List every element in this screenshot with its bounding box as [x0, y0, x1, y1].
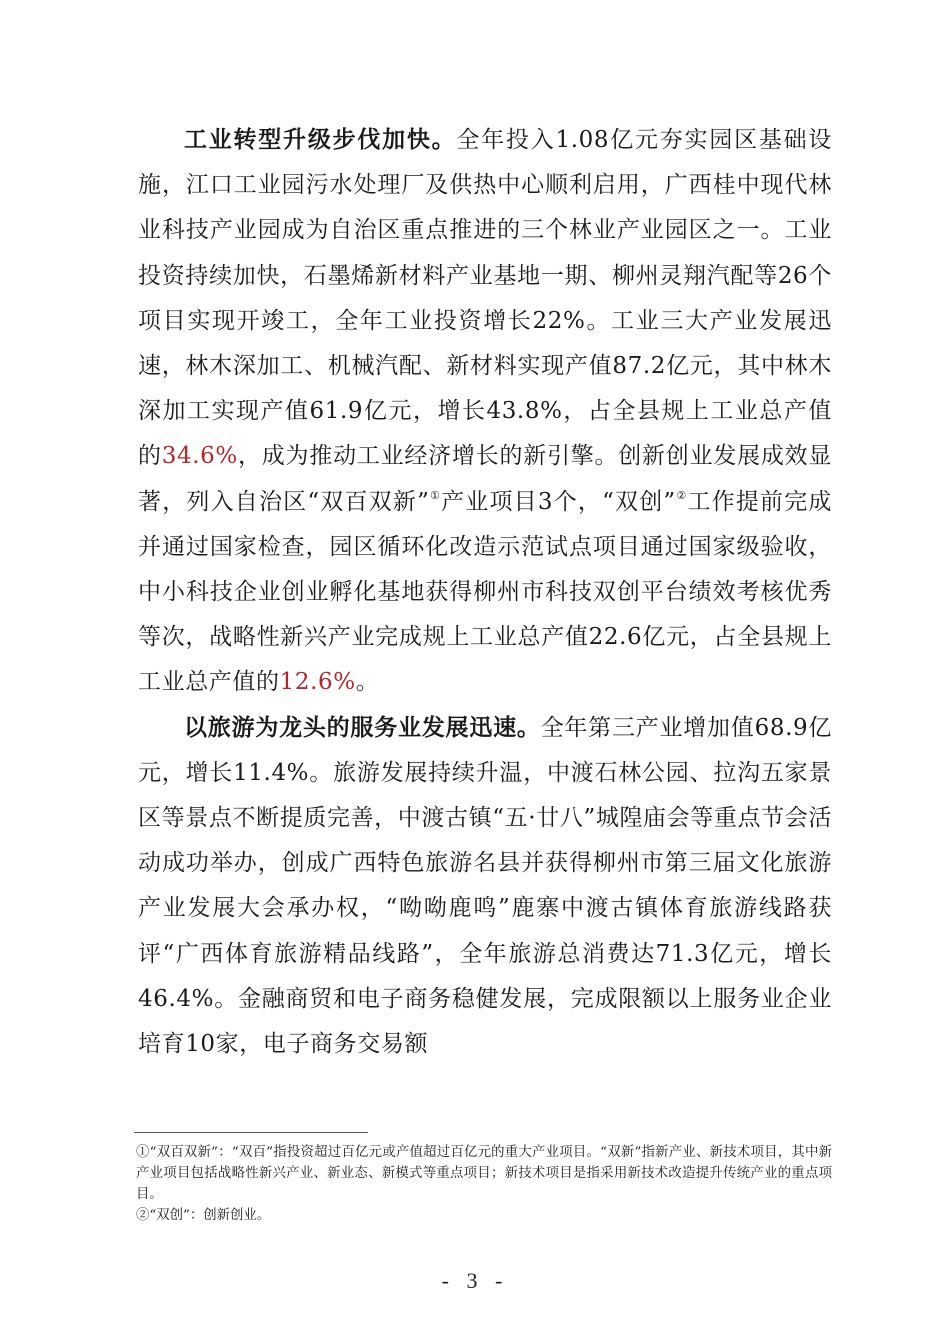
footnote-2: ②“双创”：创新创业。	[136, 1208, 271, 1223]
paragraph-text: 产业项目3个，“双创”	[441, 488, 676, 515]
highlighted-value: 34.6%	[161, 443, 238, 470]
footnote-divider	[134, 1132, 368, 1133]
footnote-ref-2[interactable]: ②	[675, 488, 688, 502]
paragraph-text: 全年第三产业增加值68.9亿元，增长11.4%。旅游发展持续升温，中渡石林公园、拉沟五家景区等景点不断提质完善，中渡古镇“五·廿八”城隍庙会等重点节会活动成功举办，创成广西特色旅游名县并获得柳州市第三届文化旅游产业发展大会承办权，“呦呦鹿鸣”鹿寨中渡古镇体育旅游线路获评“广西体育旅游精品线路”，全年旅游总消费达71.3亿元，增长46.4%。金融商贸和电子商务稳健发展，完成限额以上服务业企业培育10家，电子商务交易额	[138, 714, 832, 1058]
paragraph-industry	[138, 118, 832, 706]
footnote-1: ①“双百双新”：“双百”指投资超过百亿元或产值超过百亿元的重大产业项目。“双新”指新产业、新技术项目，其中新产业项目包括战略性新兴产业、新业态、新模式等重点项目；新技术项目是指采用新技术改造提升传统产业的重点项目。	[136, 1145, 832, 1202]
paragraph-text: ，成为推动工业经济增长的新引擎。创新创业发展成效显著，列入自治区“双百双新”	[138, 443, 833, 515]
body-text	[138, 118, 832, 1067]
paragraph-heading: 工业转型升级步伐加快。	[184, 127, 457, 153]
paragraph-text: 工作提前完成并通过国家检查，园区循环化改造示范试点项目通过国家级验收，中小科技企业创业孵化基地获得柳州市科技双创平台绩效考核优秀等次，战略性新兴产业完成规上工业总产值22.6亿元，占全县规上工业总产值的	[138, 488, 833, 696]
paragraph-heading: 以旅游为龙头的服务业发展迅速。	[184, 714, 541, 741]
page-number: - 3 -	[441, 1268, 509, 1293]
paragraph-tourism	[138, 706, 832, 1068]
footnotes	[136, 1142, 832, 1226]
footnote-ref-1[interactable]: ①	[429, 488, 442, 502]
paragraph-text: 。	[355, 669, 380, 696]
paragraph-text: 全年投入1.08亿元夯实园区基础设施，江口工业园污水处理厂及供热中心顺利启用，广西桂中现代林业科技产业园成为自治区重点推进的三个林业产业园区之一。工业投资持续加快，石墨烯新材料产业基地一期、柳州灵翔汽配等26个项目实现开竣工，全年工业投资增长22%。工业三大产业发展迅速，林木深加工、机械汽配、新材料实现产值87.2亿元，其中林木深加工实现产值61.9亿元，增长43.8%，占全县规上工业总产值的	[138, 127, 832, 470]
highlighted-value: 12.6%	[279, 669, 356, 696]
